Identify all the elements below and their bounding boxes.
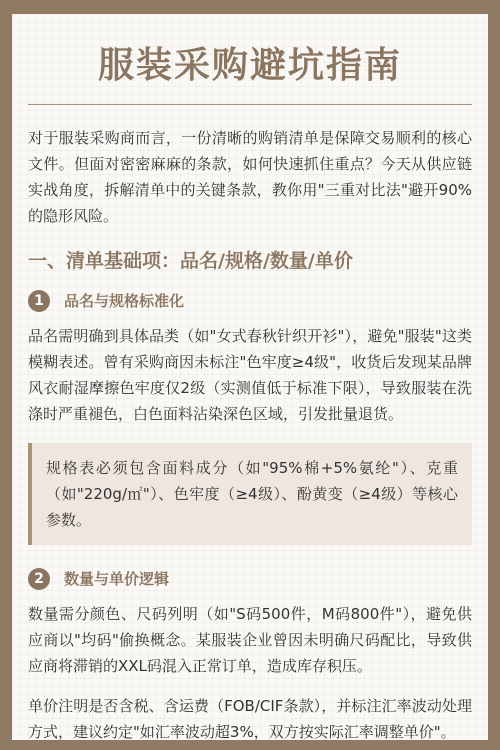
subsection-heading-quantity xyxy=(28,567,472,591)
document-page xyxy=(12,14,488,740)
page-title: 服装采购避坑指南 xyxy=(97,45,402,86)
intro-paragraph: 对于服装采购商而言，一份清晰的购销清单是保障交易顺利的核心文件。但面对密密麻麻的条款，如何快速抓住重点？今天从供应链实战角度，拆解清单中的关键条款，教你用"三重对比法"避开90%的隐形风险。 xyxy=(28,129,472,225)
subsection-title-quantity: 数量与单价逻辑 xyxy=(64,570,170,588)
spec-paragraph: 品名需明确到具体品类（如"女式春秋针织开衫"），避免"服装"这类模糊表述。曾有采购商因未标注"色牢度≥4级"，收货后发现某品牌风衣耐湿摩擦色牢度仅2级（实测值低于标准下限），导致服装在洗涤时严重褪色，白色面料沾染深色区域，引发批量退货。 xyxy=(28,327,472,423)
price-paragraph: 单价注明是否含税、含运费（FOB/CIF条款），并标注汇率波动处理方式，建议约定"如汇率波动超3%，双方按实际汇率调整单价"。 xyxy=(28,697,472,740)
spec-note-text: 规格表必须包含面料成分（如"95%棉+5%氨纶"）、克重（如"220g/㎡"）、色牢度（≥4级）、酚黄变（≥4级）等核心参数。 xyxy=(46,459,458,529)
subsection-title-spec: 品名与规格标准化 xyxy=(64,292,185,310)
title-divider xyxy=(28,104,472,105)
quantity-paragraph: 数量需分颜色、尺码列明（如"S码500件，M码800件"），避免供应商以"均码"偷换概念。某服装企业曾因未明确尺码配比，导致供应商将滞销的XXL码混入正常订单，造成库存积压。 xyxy=(28,605,472,675)
spec-note-callout xyxy=(28,443,472,545)
subsection-heading-spec xyxy=(28,289,472,313)
number-badge-2: 2 xyxy=(28,568,50,590)
number-badge-1: 1 xyxy=(28,290,50,312)
section-heading-basics: 一、清单基础项：品名/规格/数量/单价 xyxy=(28,250,353,272)
